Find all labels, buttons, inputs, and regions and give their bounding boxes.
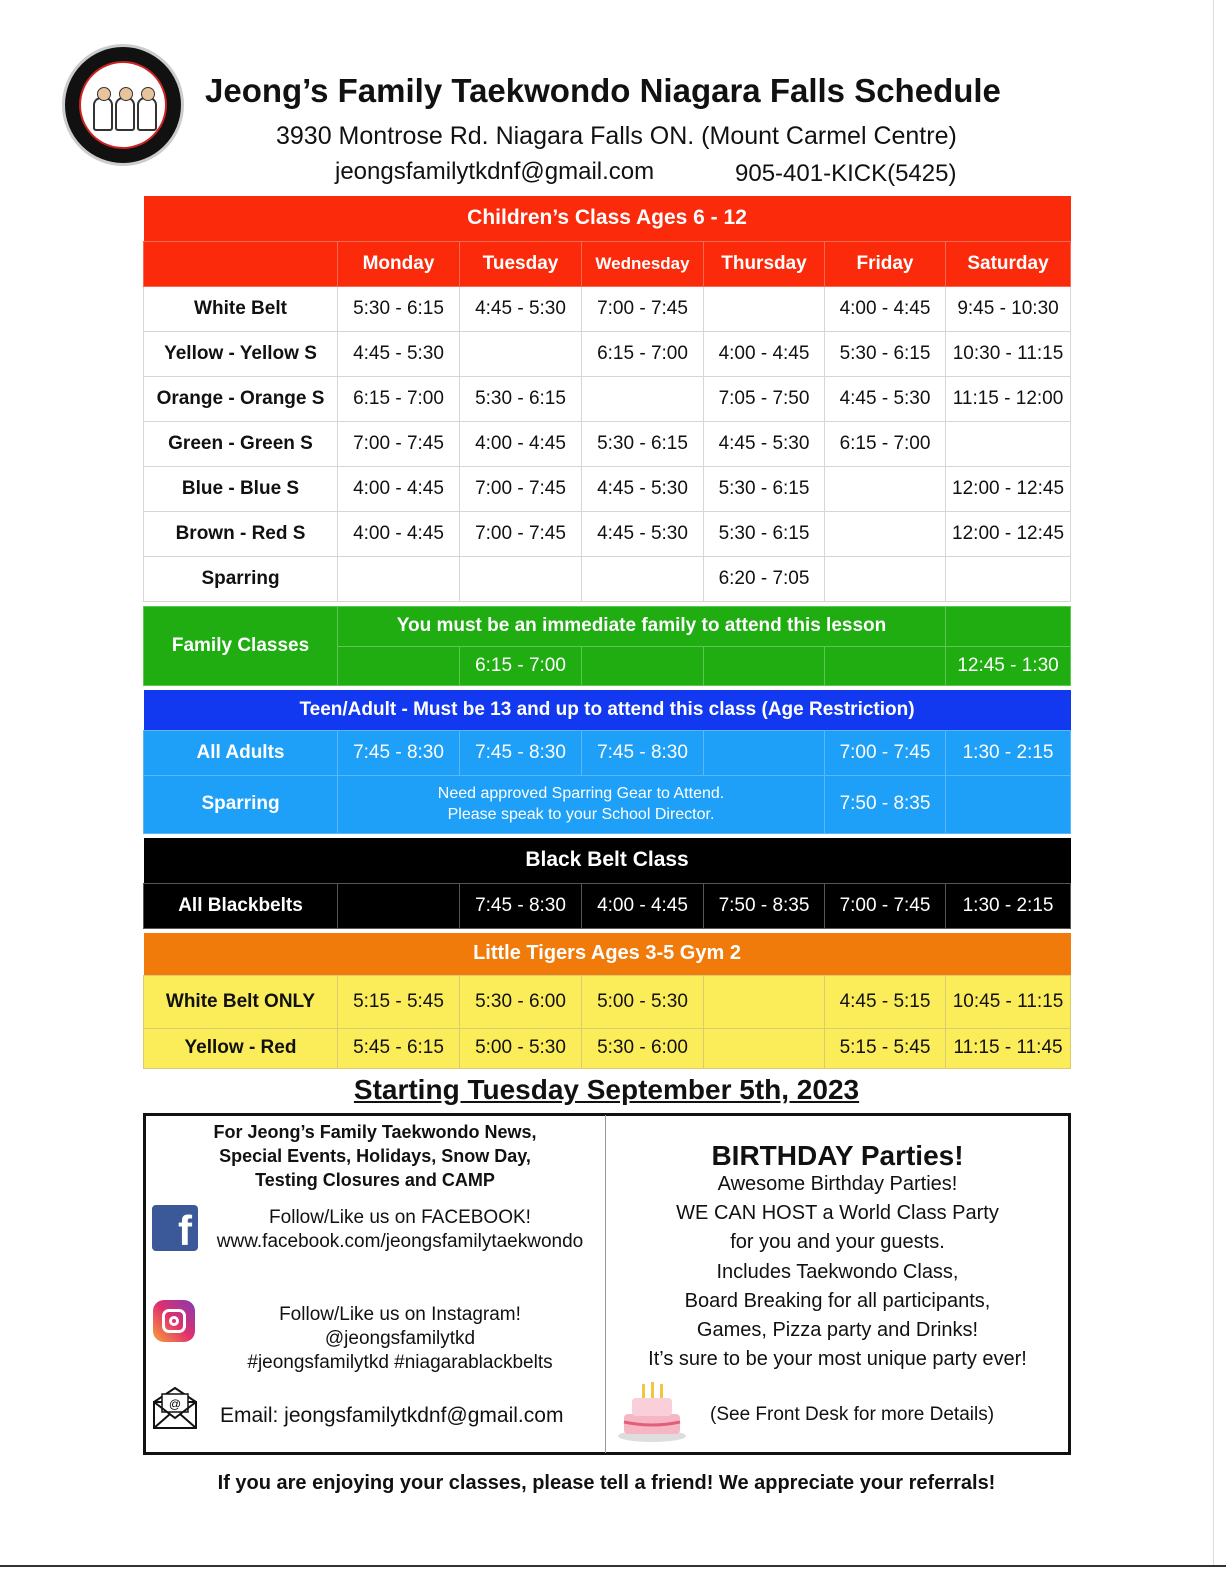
day-header: Tuesday: [460, 241, 582, 286]
time-cell: 7:00 - 7:45: [825, 883, 946, 928]
time-cell: 5:30 - 6:15: [460, 376, 582, 421]
row-label: All Blackbelts: [144, 883, 338, 928]
time-cell: 10:30 - 11:15: [946, 331, 1071, 376]
children-row: [144, 421, 1071, 466]
birthday-title: BIRTHDAY Parties!: [711, 1140, 964, 1171]
blackbelt-row: [144, 883, 1071, 928]
time-cell: 4:00 - 4:45: [460, 421, 582, 466]
news-heading: [150, 1120, 600, 1192]
time-cell: 4:00 - 4:45: [825, 286, 946, 331]
address: 3930 Montrose Rd. Niagara Falls ON. (Mount Carmel Centre): [276, 122, 957, 150]
schedule-table: [143, 196, 1071, 1069]
children-title-row: [144, 196, 1071, 241]
time-cell: [946, 556, 1071, 601]
time-cell: 6:15 - 7:00: [825, 421, 946, 466]
children-row: [144, 331, 1071, 376]
time-cell: 4:45 - 5:30: [582, 511, 704, 556]
birthday-line: Games, Pizza party and Drinks!: [696, 1319, 979, 1342]
time-cell: 6:15 - 7:00: [582, 331, 704, 376]
time-cell: [338, 556, 460, 601]
news-line: Special Events, Holidays, Snow Day,: [219, 1146, 531, 1166]
row-label: Sparring: [144, 775, 338, 833]
birthday-section: [610, 1138, 1065, 1374]
birthday-cake-icon: [616, 1378, 688, 1444]
day-header: Saturday: [946, 241, 1071, 286]
birthday-details: (See Front Desk for more Details): [710, 1404, 995, 1425]
instagram-handle[interactable]: @jeongsfamilytkd: [324, 1328, 476, 1349]
time-cell: 11:15 - 11:45: [946, 1028, 1071, 1068]
time-cell: 5:30 - 6:00: [460, 975, 582, 1028]
time-cell: [946, 421, 1071, 466]
time-cell: [338, 646, 460, 685]
time-cell: 5:30 - 6:15: [825, 331, 946, 376]
row-label: Blue - Blue S: [144, 466, 338, 511]
time-cell: [582, 646, 704, 685]
time-cell: 4:00 - 4:45: [338, 466, 460, 511]
time-cell: 4:45 - 5:30: [338, 331, 460, 376]
birthday-line: WE CAN HOST a World Class Party: [676, 1202, 999, 1225]
info-divider: [605, 1115, 606, 1453]
facebook-icon[interactable]: f: [152, 1205, 198, 1251]
email-contact[interactable]: Email: jeongsfamilytkdnf@gmail.com: [220, 1404, 564, 1427]
day-header: Monday: [338, 241, 460, 286]
news-line: Testing Closures and CAMP: [255, 1170, 495, 1190]
page-edge: [0, 1565, 1226, 1567]
children-row: [144, 466, 1071, 511]
time-cell: [704, 1028, 825, 1068]
time-cell: 7:00 - 7:45: [582, 286, 704, 331]
time-cell: 7:00 - 7:45: [338, 421, 460, 466]
time-cell: 7:00 - 7:45: [825, 730, 946, 775]
blank-cell: [946, 606, 1071, 646]
family-row: [144, 606, 1071, 646]
time-cell: 5:30 - 6:00: [582, 1028, 704, 1068]
row-label: All Adults: [144, 730, 338, 775]
birthday-line: for you and your guests.: [730, 1231, 945, 1254]
facebook-link[interactable]: www.facebook.com/jeongsfamilytaekwondo: [216, 1231, 584, 1252]
time-cell: 7:00 - 7:45: [460, 466, 582, 511]
instagram-info: [200, 1303, 600, 1375]
header-blank: [144, 241, 338, 286]
time-cell: 12:00 - 12:45: [946, 511, 1071, 556]
time-cell: 7:50 - 8:35: [825, 775, 946, 833]
day-header: Wednesday: [582, 241, 704, 286]
time-cell: 12:00 - 12:45: [946, 466, 1071, 511]
time-cell: 4:45 - 5:30: [704, 421, 825, 466]
time-cell: 12:45 - 1:30: [946, 646, 1071, 685]
header-phone: 905-401-KICK(5425): [735, 160, 957, 187]
time-cell: 4:45 - 5:15: [825, 975, 946, 1028]
black-title-row: [144, 838, 1071, 883]
time-cell: 7:45 - 8:30: [460, 883, 582, 928]
time-cell: [825, 646, 946, 685]
time-cell: 4:00 - 4:45: [338, 511, 460, 556]
time-cell: 7:05 - 7:50: [704, 376, 825, 421]
row-label: Brown - Red S: [144, 511, 338, 556]
time-cell: 11:15 - 12:00: [946, 376, 1071, 421]
time-cell: 5:15 - 5:45: [825, 1028, 946, 1068]
section-title: Little Tigers Ages 3-5 Gym 2: [144, 933, 1071, 975]
news-line: For Jeong’s Family Taekwondo News,: [213, 1122, 537, 1142]
tigers-title-row: [144, 933, 1071, 975]
tigers-row: [144, 975, 1071, 1028]
time-cell: 5:30 - 6:15: [582, 421, 704, 466]
time-cell: [582, 376, 704, 421]
children-row: [144, 286, 1071, 331]
sparring-note-line: Need approved Sparring Gear to Attend.: [437, 785, 725, 802]
svg-text:@: @: [168, 1397, 182, 1411]
time-cell: 7:00 - 7:45: [460, 511, 582, 556]
time-cell: [825, 466, 946, 511]
row-label: Yellow - Yellow S: [144, 331, 338, 376]
time-cell: 1:30 - 2:15: [946, 883, 1071, 928]
time-cell: 4:45 - 5:30: [460, 286, 582, 331]
row-label: Family Classes: [144, 606, 338, 685]
row-label: White Belt: [144, 286, 338, 331]
children-row: [144, 556, 1071, 601]
row-label: White Belt ONLY: [144, 975, 338, 1028]
school-logo: [62, 44, 184, 166]
sparring-note: [338, 775, 825, 833]
sparring-note-line: Please speak to your School Director.: [447, 806, 715, 823]
time-cell: 7:50 - 8:35: [704, 883, 825, 928]
page-edge-right: [1213, 0, 1214, 1565]
time-cell: 7:45 - 8:30: [582, 730, 704, 775]
tigers-row: [144, 1028, 1071, 1068]
time-cell: [704, 646, 825, 685]
time-cell: 1:30 - 2:15: [946, 730, 1071, 775]
row-label: Sparring: [144, 556, 338, 601]
birthday-line: Awesome Birthday Parties!: [717, 1173, 958, 1195]
time-cell: 7:45 - 8:30: [460, 730, 582, 775]
time-cell: [825, 511, 946, 556]
time-cell: [704, 975, 825, 1028]
time-cell: 4:00 - 4:45: [704, 331, 825, 376]
time-cell: [704, 286, 825, 331]
time-cell: [460, 556, 582, 601]
time-cell: [825, 556, 946, 601]
teen-title-row: [144, 690, 1071, 730]
time-cell: [946, 775, 1071, 833]
instagram-cta: Follow/Like us on Instagram!: [279, 1304, 521, 1325]
instagram-icon[interactable]: [153, 1300, 195, 1342]
facebook-cta: Follow/Like us on FACEBOOK!: [269, 1207, 531, 1228]
time-cell: 7:45 - 8:30: [338, 730, 460, 775]
time-cell: 10:45 - 11:15: [946, 975, 1071, 1028]
instagram-hashtags: #jeongsfamilytkd #niagarablackbelts: [247, 1352, 553, 1373]
section-title: Black Belt Class: [144, 838, 1071, 883]
section-title: Teen/Adult - Must be 13 and up to attend this class (Age Restriction): [144, 690, 1071, 730]
adult-sparring-row: [144, 775, 1071, 833]
time-cell: 5:15 - 5:45: [338, 975, 460, 1028]
day-header: Friday: [825, 241, 946, 286]
header-email: jeongsfamilytkdnf@gmail.com: [335, 158, 655, 185]
referral-footer: If you are enjoying your classes, please tell a friend! We appreciate your referrals!: [217, 1472, 996, 1494]
row-label: Yellow - Red: [144, 1028, 338, 1068]
time-cell: 4:45 - 5:30: [582, 466, 704, 511]
section-title: Children’s Class Ages 6 - 12: [144, 196, 1071, 241]
children-row: [144, 511, 1071, 556]
time-cell: 6:15 - 7:00: [460, 646, 582, 685]
time-cell: 6:15 - 7:00: [338, 376, 460, 421]
time-cell: 4:45 - 5:30: [825, 376, 946, 421]
row-label: Orange - Orange S: [144, 376, 338, 421]
adults-row: [144, 730, 1071, 775]
time-cell: 5:45 - 6:15: [338, 1028, 460, 1068]
time-cell: [338, 883, 460, 928]
row-label: Green - Green S: [144, 421, 338, 466]
time-cell: 5:00 - 5:30: [582, 975, 704, 1028]
email-icon: [152, 1386, 198, 1430]
time-cell: 5:00 - 5:30: [460, 1028, 582, 1068]
time-cell: [460, 331, 582, 376]
start-date: Starting Tuesday September 5th, 2023: [353, 1074, 860, 1105]
day-header: Thursday: [704, 241, 825, 286]
time-cell: [582, 556, 704, 601]
time-cell: 9:45 - 10:30: [946, 286, 1071, 331]
time-cell: 6:20 - 7:05: [704, 556, 825, 601]
birthday-line: Includes Taekwondo Class,: [716, 1260, 959, 1283]
time-cell: [704, 730, 825, 775]
time-cell: 5:30 - 6:15: [704, 511, 825, 556]
birthday-line: It’s sure to be your most unique party ever!: [648, 1348, 1027, 1371]
family-note: You must be an immediate family to attend this lesson: [338, 606, 946, 646]
page-title: Jeong’s Family Taekwondo Niagara Falls Schedule: [205, 72, 1001, 109]
facebook-info: [200, 1206, 600, 1254]
birthday-line: Board Breaking for all participants,: [684, 1289, 991, 1312]
time-cell: 5:30 - 6:15: [338, 286, 460, 331]
day-header-row: [144, 241, 1071, 286]
time-cell: 4:00 - 4:45: [582, 883, 704, 928]
time-cell: 5:30 - 6:15: [704, 466, 825, 511]
children-row: [144, 376, 1071, 421]
